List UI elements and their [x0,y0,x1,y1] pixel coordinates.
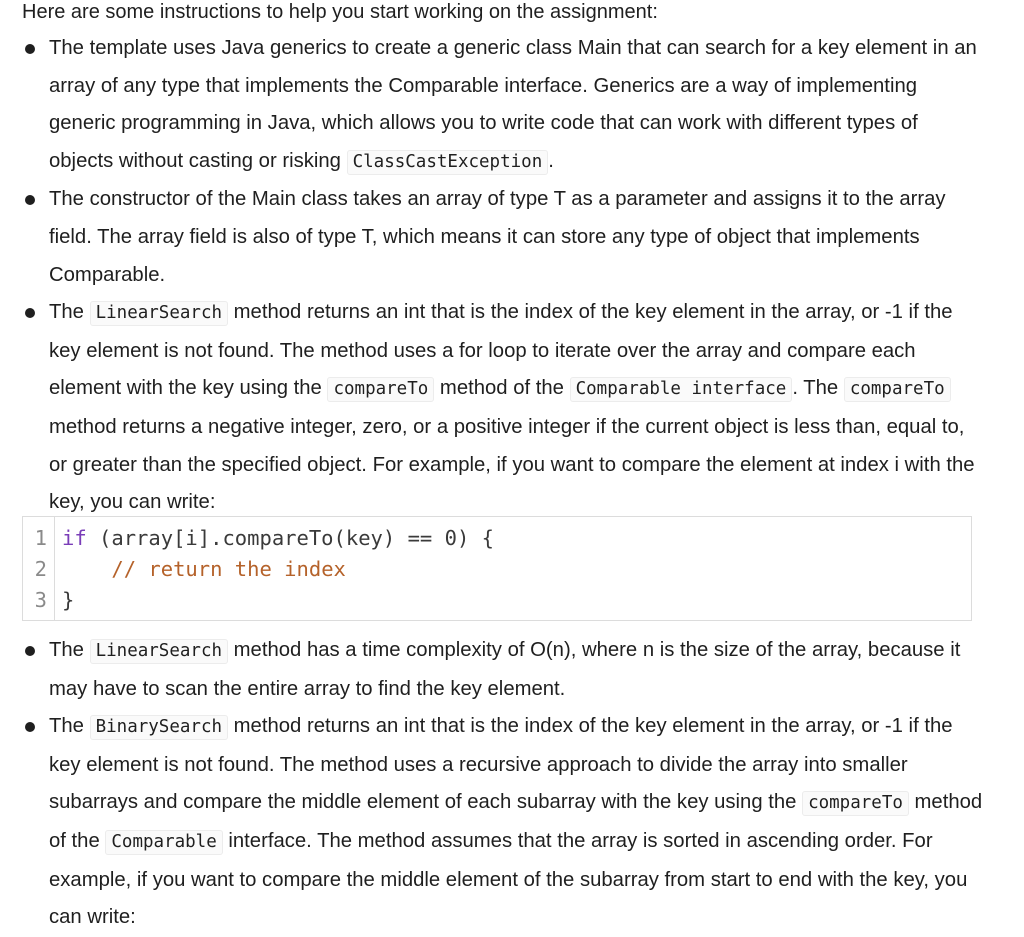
bullet-item [0,294,984,522]
bullet-text: method of the [49,791,983,852]
inline-code: ClassCastException [347,150,549,175]
bullet-text: method returns a negative integer, zero, or a positive integer if the current object is less than, equal to, or greater than the specified object. For example, if you want to compare the element at index i with the key, you can write: [49,415,975,514]
bullet-text: interface. The method assumes that the array is sorted in ascending order. For example, if you want to compare the middle element of the subarray from start to end with the key, you can write: [49,829,968,929]
inline-code: Comparable [105,830,222,855]
bullet-text: method returns an int that is the index of the key element in the array, or -1 if the key element is not found. The method uses a for loop to iterate over the array and compare each element with the key using the [49,301,953,400]
bullet-text: method of the [434,377,570,400]
inline-code: compareTo [844,377,951,402]
code-keyword: if [62,526,87,550]
bullet-text: . The [792,377,844,400]
code-text [62,554,346,585]
bullet-item [0,708,984,937]
bullet-text: The [49,715,90,738]
inline-code: Comparable interface [570,377,793,402]
inline-code: compareTo [327,377,434,402]
code-block [22,516,972,621]
code-text [62,585,74,616]
code-line [23,523,971,554]
bullet-text: The [49,639,90,661]
line-number: 2 [34,557,47,581]
bullet-dot [25,44,35,54]
bullet-list-top [0,30,1024,522]
inline-code: compareTo [802,791,909,816]
bullet-text: method returns an int that is the index of the key element in the array, or -1 if the key element is not found. The method uses a recursive approach to divide the array into smaller subarrays and compare the middle element of each subarray with the key using the [49,715,953,814]
bullet-list-bottom [0,632,1024,937]
bullet-text: . [548,149,554,172]
intro-text: Here are some instructions to help you start working on the assignment: [22,1,658,23]
line-number: 1 [34,526,47,550]
bullet-item [0,181,984,294]
code-line [23,554,971,585]
bullet-dot [25,722,35,732]
bullet-text: The [49,301,90,324]
code-line [23,585,971,616]
bullet-text: The template uses Java generics to create a generic class Main that can search for a key element in an array of any type that implements the Comparable interface. Generics are a way of implementing generic programming in Java, which allows you to write code that can work with different types of objects without casting or risking [49,37,977,172]
inline-code: BinarySearch [90,715,228,740]
bullet-dot [25,308,35,318]
line-number: 3 [34,588,47,612]
code-comment: // return the index [111,557,346,581]
code-token: } [62,588,75,612]
bullet-text: method has a time complexity of O(n), where n is the size of the array, because it may have to scan the entire array to find the key element. [49,639,961,700]
code-text [62,523,494,554]
inline-code: LinearSearch [90,301,228,326]
bullet-text: The constructor of the Main class takes an array of type T as a parameter and assigns it to the array field. The array field is also of type T, which means it can store any type of object that implements Comparable. [49,188,946,286]
bullet-item [0,30,984,181]
bullet-dot [25,195,35,205]
bullet-item [0,632,984,708]
code-token: (array[i].compareTo(key) == 0) { [86,526,494,550]
code-token [62,557,111,581]
inline-code: LinearSearch [90,639,228,664]
bullet-dot [25,646,35,656]
